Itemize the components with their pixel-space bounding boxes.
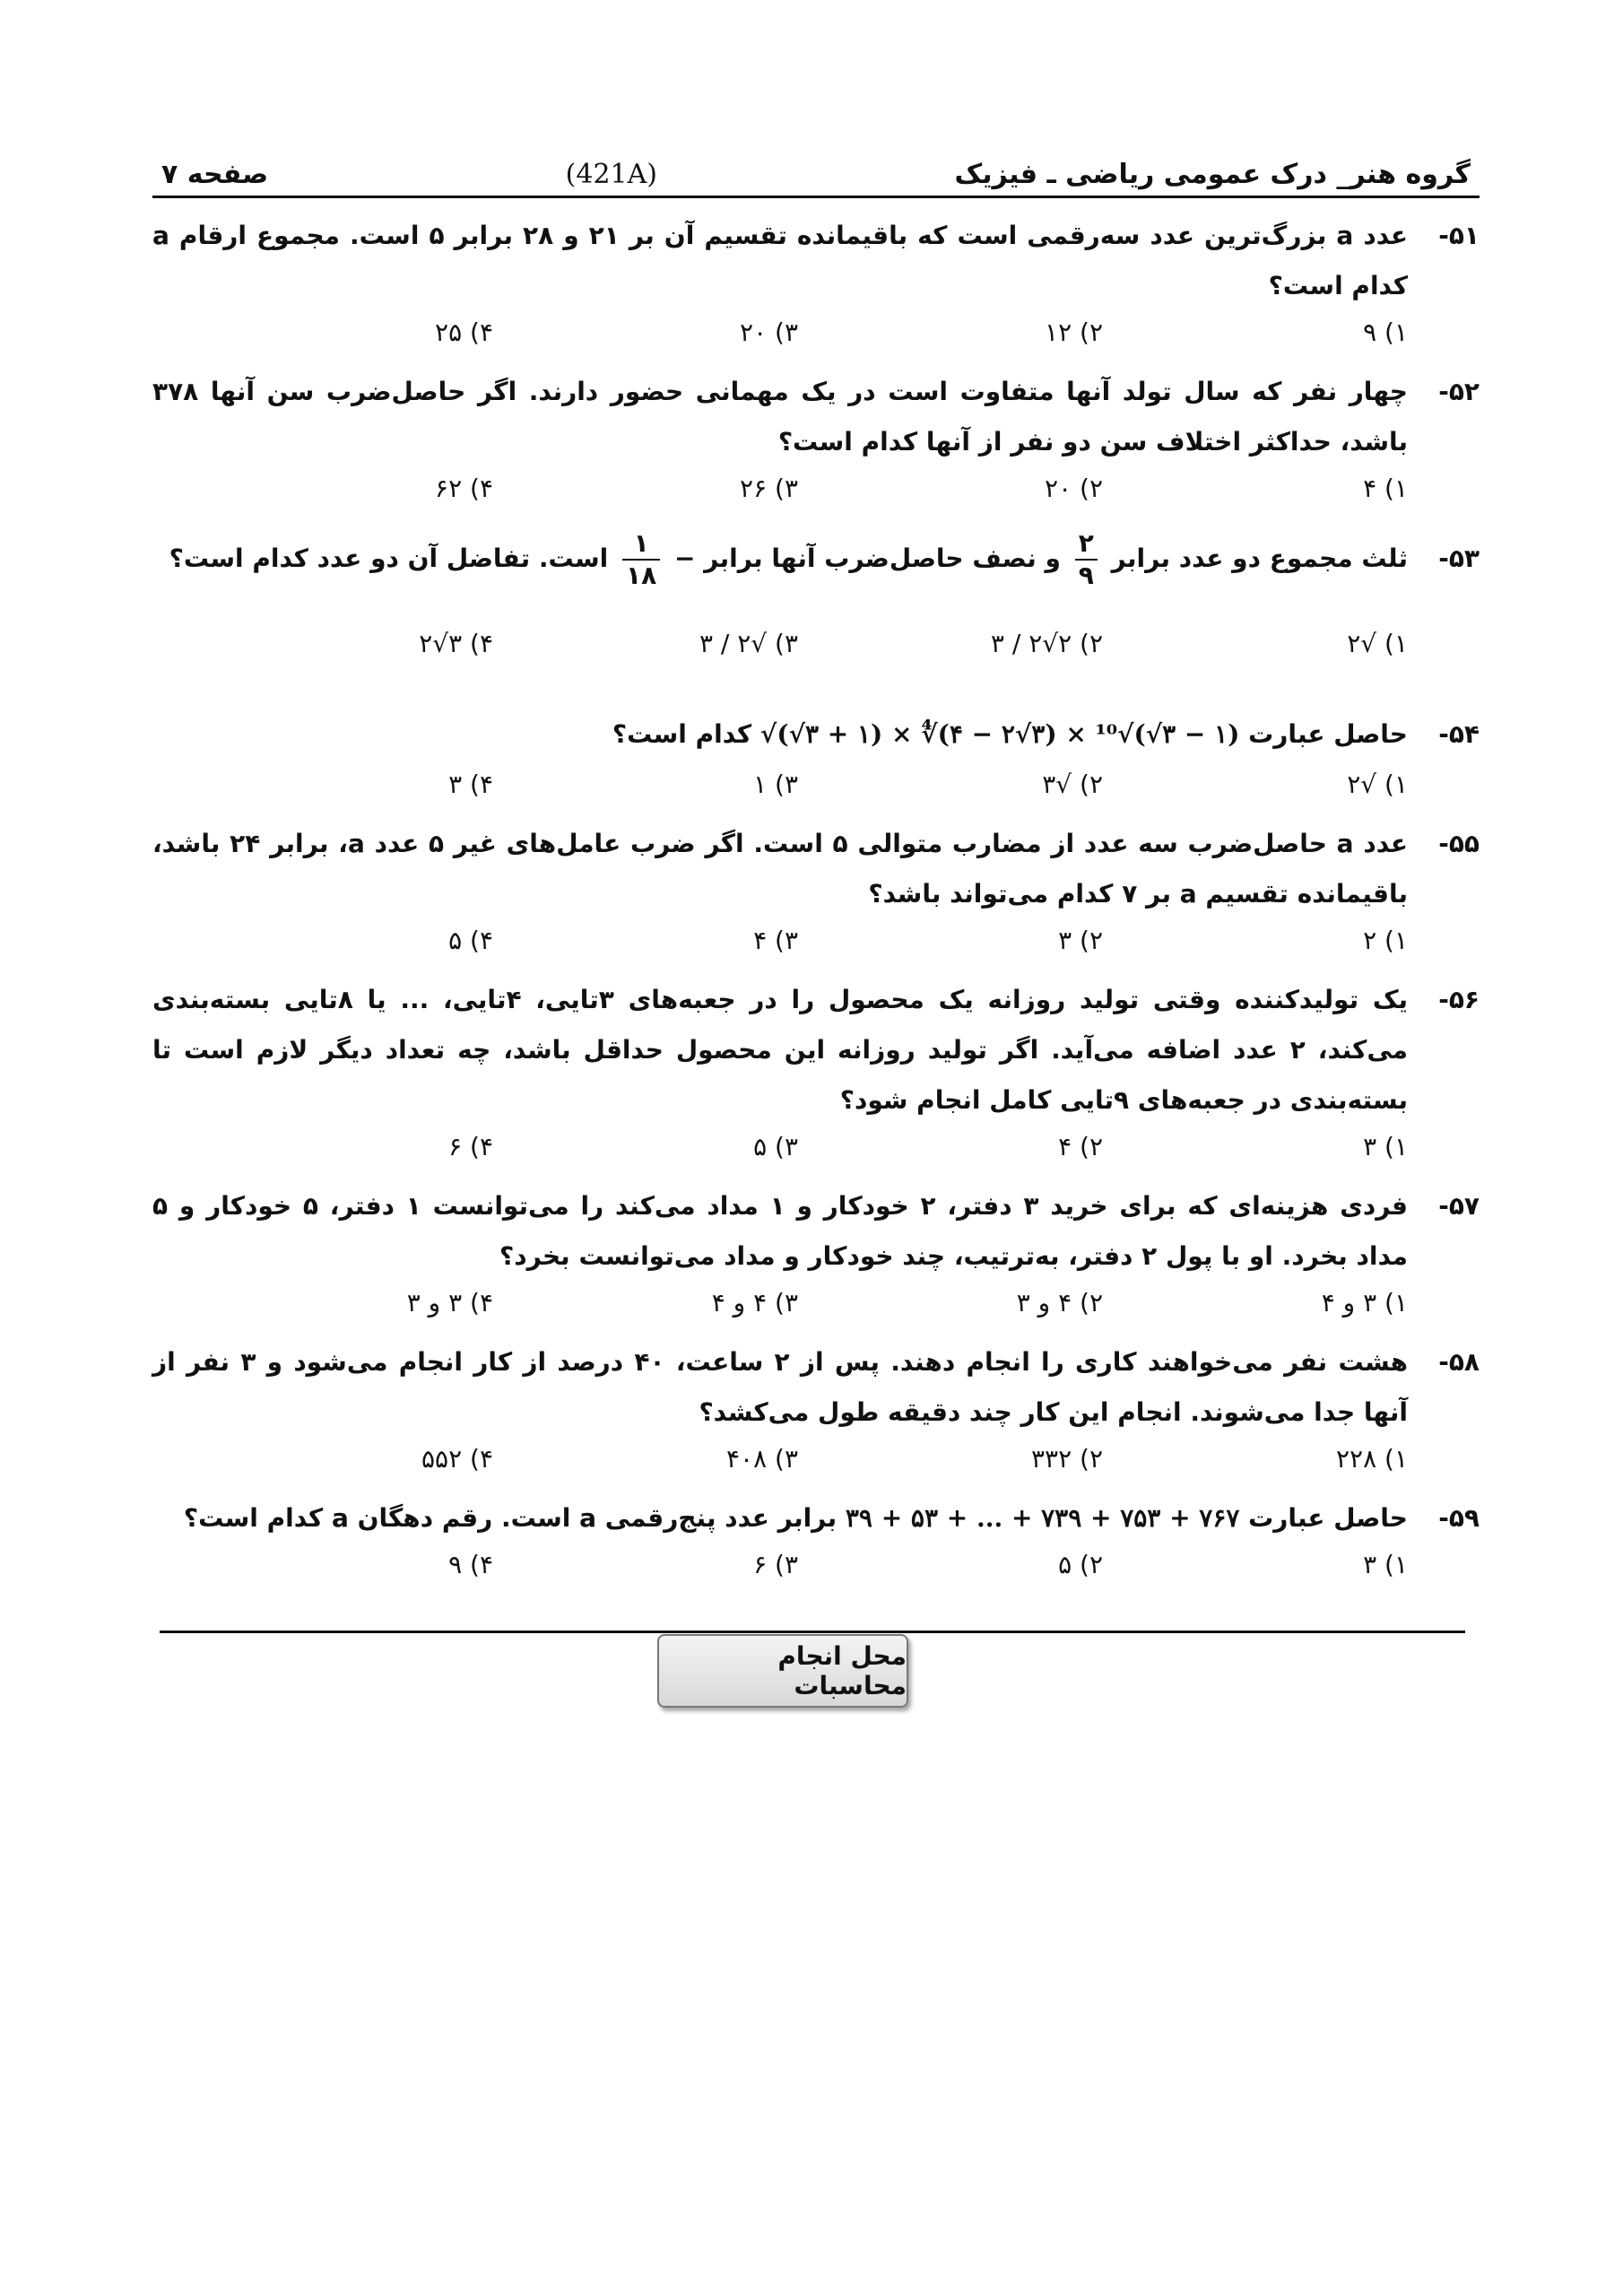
- question-text-part: است. تفاضل آن دو عدد کدام است؟: [169, 544, 609, 573]
- question-number: ۵۸-: [1438, 1347, 1480, 1377]
- question-text-part: و نصف حاصل‌ضرب آنها برابر: [704, 544, 1061, 573]
- option-3[interactable]: ۳) √۲ / ۳: [699, 629, 798, 658]
- options: [152, 311, 1480, 354]
- option-4[interactable]: ۴) ۳: [448, 770, 493, 799]
- question-59: [152, 1493, 1480, 1587]
- calculation-area-label: محل انجام محاسبات: [657, 1634, 908, 1708]
- question-58: [152, 1337, 1480, 1481]
- radical-expression: √(√۳ + ۱) × ∜(۴ − ۲√۳) × ¹⁰√(√۳ − ۱): [759, 719, 1240, 749]
- question-text-part: برابر عدد پنج‌رقمی a است. رقم دهگان a کدام است؟: [183, 1503, 838, 1533]
- option-1[interactable]: ۱) ۳: [1363, 1132, 1408, 1161]
- question-text: [152, 523, 1408, 595]
- option-3[interactable]: ۳) ۶: [753, 1550, 798, 1579]
- option-2[interactable]: ۲) ۴ و ۳: [1016, 1288, 1103, 1318]
- option-2[interactable]: ۲) ۲√۲ / ۳: [990, 629, 1103, 658]
- question-text-part: کدام است؟: [612, 719, 752, 749]
- options: [152, 1126, 1480, 1169]
- question-51: [152, 211, 1480, 354]
- page-number: صفحه ۷: [161, 159, 269, 190]
- question-number: ۵۱-: [1438, 221, 1480, 250]
- option-4[interactable]: ۴) ۹: [448, 1550, 493, 1579]
- question-text: عدد a بزرگ‌ترین عدد سه‌رقمی است که باقیمانده تقسیم آن بر ۲۱ و ۲۸ برابر ۵ است. مجموع ارقام a کدام است؟: [152, 221, 1408, 300]
- question-text: عدد a حاصل‌ضرب سه عدد از مضارب متوالی ۵ است. اگر ضرب عامل‌های غیر ۵ عدد a، برابر ۲۴ باشد، باقیمانده تقسیم a بر ۷ کدام می‌تواند باشد؟: [152, 829, 1409, 909]
- fraction-one-eighteenth: [622, 528, 660, 591]
- question-53: [152, 523, 1480, 693]
- question-56: [152, 975, 1480, 1169]
- fraction-numerator: ۱: [622, 528, 660, 561]
- option-3[interactable]: ۳) ۲۰: [740, 317, 798, 347]
- option-2[interactable]: ۲) √۳: [1042, 770, 1103, 799]
- option-1[interactable]: ۱) ۲۲۸: [1336, 1444, 1408, 1474]
- question-text: [152, 1493, 1408, 1544]
- option-4[interactable]: ۴) ۲۵: [435, 317, 493, 347]
- exam-page: [152, 144, 1480, 1587]
- question-52: [152, 367, 1480, 510]
- option-2[interactable]: ۲) ۲۰: [1045, 474, 1103, 503]
- option-4[interactable]: ۴) ۳√۲: [419, 629, 493, 658]
- option-2[interactable]: ۲) ۳: [1058, 926, 1103, 955]
- option-4[interactable]: ۴) ۵: [448, 926, 493, 955]
- option-2[interactable]: ۲) ۱۲: [1045, 317, 1103, 347]
- option-1[interactable]: ۱) ۴: [1363, 474, 1408, 503]
- options: [152, 1282, 1480, 1325]
- options: [152, 595, 1480, 693]
- question-57: [152, 1181, 1480, 1325]
- options: [152, 919, 1480, 962]
- option-1[interactable]: ۱) ۹: [1363, 317, 1408, 347]
- question-text: هشت نفر می‌خواهند کاری را انجام دهند. پس از ۲ ساعت، ۴۰ درصد از کار انجام می‌شود و ۳ نفر از آنها جدا می‌شوند. انجام این کار چند دقیقه طول می‌کشد؟: [152, 1347, 1408, 1427]
- option-4[interactable]: ۴) ۶: [448, 1132, 493, 1161]
- question-text-part: حاصل عبارت: [1248, 1503, 1408, 1533]
- option-3[interactable]: ۳) ۱: [753, 770, 798, 799]
- question-number: ۵۵-: [1438, 829, 1480, 858]
- option-1[interactable]: ۱) ۳: [1363, 1550, 1408, 1579]
- option-2[interactable]: ۲) ۳۳۲: [1031, 1444, 1103, 1474]
- option-4[interactable]: ۴) ۳ و ۳: [406, 1288, 493, 1318]
- fraction-numerator: ۲: [1075, 528, 1098, 561]
- options: [152, 1544, 1480, 1587]
- question-text: یک تولیدکننده وقتی تولید روزانه یک محصول را در جعبه‌های ۳تایی، ۴تایی، ... یا ۸تایی بسته‌بندی می‌کند، ۲ عدد اضافه می‌آید. اگر تولید روزانه این محصول حداقل باشد، چه تعداد دیگر لازم است تا بسته‌بندی در جعبه‌های ۹تایی کامل انجام شود؟: [152, 985, 1408, 1115]
- question-text-part: ثلث مجموع دو عدد برابر: [1111, 544, 1408, 573]
- option-3[interactable]: ۳) ۴ و ۴: [711, 1288, 798, 1318]
- question-number: ۵۲-: [1438, 377, 1480, 406]
- page-header: [152, 144, 1480, 198]
- option-1[interactable]: ۱) ۲: [1363, 926, 1408, 955]
- option-1[interactable]: ۱) ۳ و ۴: [1321, 1288, 1408, 1318]
- question-number: ۵۴-: [1438, 719, 1480, 749]
- option-4[interactable]: ۴) ۶۲: [435, 474, 493, 503]
- question-text: چهار نفر که سال تولد آنها متفاوت است در یک مهمانی حضور دارند. اگر حاصل‌ضرب سن آنها ۳۷۸ باشد، حداکثر اختلاف سن دو نفر از آنها کدام است؟: [152, 377, 1408, 457]
- option-4[interactable]: ۴) ۵۵۲: [421, 1444, 493, 1474]
- option-3[interactable]: ۳) ۵: [753, 1132, 798, 1161]
- options: [152, 763, 1480, 806]
- fraction-denominator: ۱۸: [626, 561, 657, 590]
- question-text: [152, 706, 1408, 763]
- option-3[interactable]: ۳) ۴: [753, 926, 798, 955]
- minus-sign: −: [673, 544, 696, 573]
- option-1[interactable]: ۱) √۲: [1347, 629, 1408, 658]
- option-2[interactable]: ۲) ۵: [1058, 1550, 1103, 1579]
- options: [152, 467, 1480, 510]
- sum-expression: ۳۹ + ۵۳ + ... + ۷۳۹ + ۷۵۳ + ۷۶۷: [845, 1503, 1240, 1533]
- booklet-code: (421A): [565, 159, 657, 190]
- option-3[interactable]: ۳) ۴۰۸: [726, 1444, 798, 1474]
- question-number: ۵۶-: [1438, 985, 1480, 1014]
- question-text-part: حاصل عبارت: [1248, 719, 1408, 749]
- question-54: [152, 706, 1480, 806]
- option-1[interactable]: ۱) √۲: [1347, 770, 1408, 799]
- options: [152, 1438, 1480, 1481]
- question-number: ۵۹-: [1438, 1503, 1480, 1533]
- fraction-two-ninths: [1075, 528, 1098, 591]
- question-text: فردی هزینه‌ای که برای خرید ۳ دفتر، ۲ خودکار و ۱ مداد می‌کند را می‌توانست ۱ دفتر، ۵ خودکار و ۵ مداد بخرد. او با پول ۲ دفتر، به‌ترتیب، چند خودکار و مداد می‌توانست بخرد؟: [152, 1191, 1409, 1271]
- question-number: ۵۳-: [1438, 544, 1480, 573]
- fraction-denominator: ۹: [1078, 561, 1094, 590]
- footer-divider: [160, 1631, 1465, 1633]
- option-2[interactable]: ۲) ۴: [1058, 1132, 1103, 1161]
- option-3[interactable]: ۳) ۲۶: [740, 474, 798, 503]
- subject-title: گروه هنر_ درک عمومی ریاضی ـ فیزیک: [954, 159, 1471, 190]
- question-number: ۵۷-: [1438, 1191, 1480, 1221]
- question-55: [152, 819, 1480, 962]
